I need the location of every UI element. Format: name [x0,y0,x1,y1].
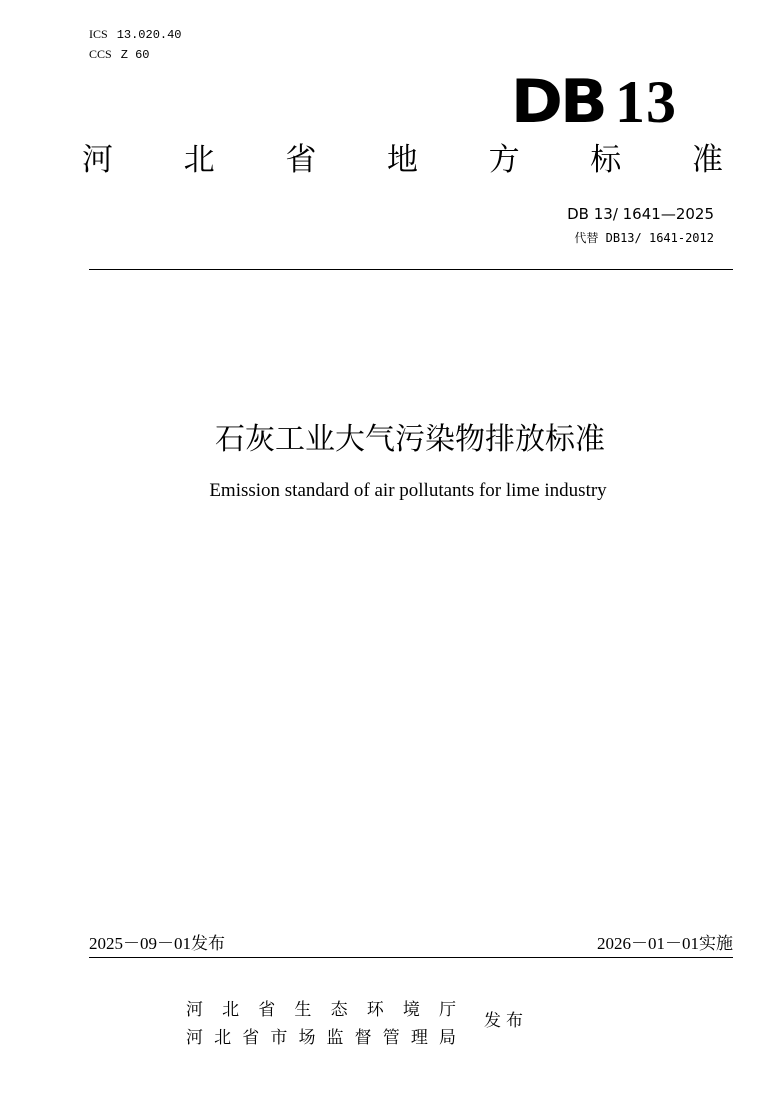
db13-mark [511,67,677,137]
standard-type-char: 标 [590,142,622,178]
issuer-char: 态 [330,1000,348,1020]
standard-type-char: 河 [82,142,113,178]
standard-type-heading [82,140,723,180]
issue-date-suffix: 发布 [191,934,225,954]
issuer-char: 监 [326,1028,344,1048]
standard-type-char: 北 [183,142,215,178]
issuer-char: 北 [222,1000,240,1020]
issuer-char: 管 [382,1028,400,1048]
issuer-char: 厅 [438,1000,456,1020]
issuer-char: 河 [186,1000,203,1020]
issuer-char: 局 [438,1028,456,1048]
issuer-char: 北 [214,1028,232,1048]
db-mark-letters: DB [511,67,606,137]
bottom-divider [89,957,733,958]
standard-type-char: 准 [691,142,723,178]
standard-type-char: 方 [488,142,520,178]
ics-code-line [89,27,182,42]
ics-label: ICS [89,27,108,41]
issuer-char: 河 [186,1028,203,1048]
issuer-char: 市 [270,1028,288,1048]
implement-date-line [597,933,733,955]
issuer-char: 省 [242,1028,260,1048]
ccs-label: CCS [89,47,112,61]
implement-date-suffix: 实施 [699,934,733,954]
issuer-char: 环 [366,1000,384,1020]
ics-value: 13.020.40 [116,28,182,42]
issuer-char: 督 [354,1028,372,1048]
db-mark-number: 13 [615,69,677,135]
publish-label: 发布 [484,1011,528,1031]
issuer-ecology-environment-dept [186,998,456,1022]
implement-date: 2026－01－01 [597,934,699,953]
standard-number: DB 13/ 1641—2025 [567,205,714,223]
issuer-market-regulation-bureau [186,1026,456,1050]
issuer-char: 理 [410,1028,428,1048]
ccs-code-line [89,47,150,62]
issue-date: 2025－09－01 [89,934,191,953]
issuer-char: 境 [402,1000,420,1020]
issuer-char: 省 [258,1000,276,1020]
top-divider [89,269,733,270]
issuer-char: 场 [298,1028,316,1048]
replaces-standard: 代替 DB13/ 1641-2012 [574,231,714,245]
issue-date-line [89,933,225,955]
document-title-english: Emission standard of air pollutants for lime industry [209,480,607,501]
document-title-chinese: 石灰工业大气污染物排放标准 [215,422,605,457]
standard-type-char: 省 [285,142,317,178]
ccs-value: Z 60 [120,48,150,62]
standard-type-char: 地 [386,142,418,178]
issuer-char: 生 [294,1000,312,1020]
